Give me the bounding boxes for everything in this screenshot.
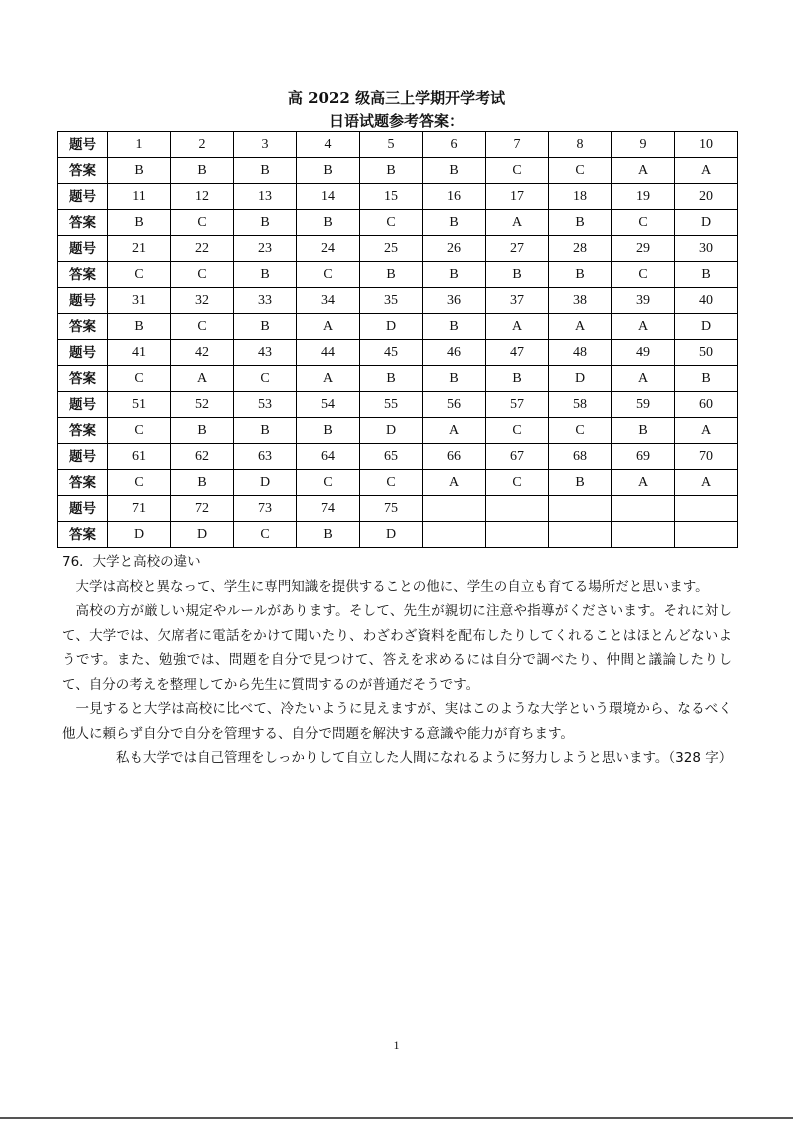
answer-cell: D	[360, 522, 423, 548]
answer-cell: A	[675, 470, 738, 496]
answer-label: 答案	[58, 262, 108, 288]
answer-cell: B	[108, 314, 171, 340]
answer-cell: B	[360, 158, 423, 184]
answer-row	[58, 366, 738, 392]
question-number-cell: 45	[360, 340, 423, 366]
answer-label: 答案	[58, 418, 108, 444]
answer-cell: C	[234, 522, 297, 548]
question-number-cell: 75	[360, 496, 423, 522]
essay-heading: 76．大学と高校の違い	[62, 554, 201, 570]
question-number-cell: 38	[549, 288, 612, 314]
question-number-cell: 47	[486, 340, 549, 366]
question-number-cell: 7	[486, 132, 549, 158]
question-number-cell	[423, 496, 486, 522]
answer-cell: B	[423, 158, 486, 184]
essay-paragraph: 高校の方が厳しい規定やルールがあります。そして、先生が親切に注意や指導がくださいます。それに対して、大学では、欠席者に電話をかけて聞いたり、わざわざ資料を配布したりしてくれることはほとんどないようです。また、勉強では、問題を自分で見つけて、答えを求めるには自分で調べたり、仲間と議論したりして、自分の考えを整理してから先生に質問するのが普通だそうです。	[62, 603, 732, 693]
answer-cell: C	[234, 366, 297, 392]
question-number-row	[58, 392, 738, 418]
question-number-cell: 1	[108, 132, 171, 158]
question-number-cell: 33	[234, 288, 297, 314]
answer-cell: B	[549, 262, 612, 288]
answer-cell: B	[297, 210, 360, 236]
answer-cell: A	[423, 470, 486, 496]
question-label: 题号	[58, 392, 108, 418]
answer-cell: D	[360, 418, 423, 444]
answer-cell: B	[360, 366, 423, 392]
question-number-cell: 68	[549, 444, 612, 470]
essay-paragraph: 一見すると大学は高校に比べて、冷たいように見えますが、実はこのような大学という環境から、なるべく他人に頼らず自分で自分を管理する、自分で問題を解決する意識や能力が育ちます。	[62, 701, 732, 742]
question-label: 题号	[58, 340, 108, 366]
answer-cell: B	[234, 210, 297, 236]
question-number-row	[58, 236, 738, 262]
question-number-cell: 53	[234, 392, 297, 418]
answer-cell: A	[549, 314, 612, 340]
answer-cell: C	[108, 366, 171, 392]
question-number-cell: 55	[360, 392, 423, 418]
answer-cell: B	[675, 366, 738, 392]
question-number-row	[58, 288, 738, 314]
answer-cell	[486, 522, 549, 548]
question-number-cell: 29	[612, 236, 675, 262]
question-number-cell: 32	[171, 288, 234, 314]
question-number-cell: 31	[108, 288, 171, 314]
answer-cell: B	[108, 158, 171, 184]
answer-label: 答案	[58, 158, 108, 184]
answer-cell: C	[171, 314, 234, 340]
question-number-cell: 15	[360, 184, 423, 210]
answer-row	[58, 470, 738, 496]
question-number-cell: 61	[108, 444, 171, 470]
question-number-cell: 22	[171, 236, 234, 262]
question-number-cell: 56	[423, 392, 486, 418]
answer-cell: B	[486, 366, 549, 392]
answer-cell: B	[234, 418, 297, 444]
answer-cell: B	[549, 210, 612, 236]
answer-cell: A	[612, 158, 675, 184]
question-number-cell: 65	[360, 444, 423, 470]
question-number-cell: 59	[612, 392, 675, 418]
answer-cell: C	[486, 470, 549, 496]
answer-cell: C	[612, 210, 675, 236]
question-number-cell: 16	[423, 184, 486, 210]
question-number-cell: 67	[486, 444, 549, 470]
answer-cell: A	[486, 314, 549, 340]
answer-cell: D	[675, 314, 738, 340]
question-number-cell: 74	[297, 496, 360, 522]
answer-cell: C	[108, 470, 171, 496]
answer-row	[58, 314, 738, 340]
question-number-cell: 60	[675, 392, 738, 418]
answer-row	[58, 158, 738, 184]
question-number-cell: 63	[234, 444, 297, 470]
answer-cell: B	[423, 210, 486, 236]
question-number-cell: 12	[171, 184, 234, 210]
essay-section	[62, 550, 732, 771]
question-number-cell: 73	[234, 496, 297, 522]
answer-label: 答案	[58, 470, 108, 496]
question-number-cell: 19	[612, 184, 675, 210]
question-number-row	[58, 340, 738, 366]
answer-label: 答案	[58, 210, 108, 236]
question-number-cell: 62	[171, 444, 234, 470]
answer-cell	[423, 522, 486, 548]
answer-cell: A	[612, 314, 675, 340]
question-number-cell: 9	[612, 132, 675, 158]
question-number-row	[58, 444, 738, 470]
question-number-cell: 40	[675, 288, 738, 314]
answer-cell: B	[612, 418, 675, 444]
question-number-cell: 2	[171, 132, 234, 158]
answer-row	[58, 210, 738, 236]
answer-cell	[549, 522, 612, 548]
answer-cell	[675, 522, 738, 548]
question-number-cell: 51	[108, 392, 171, 418]
answer-cell: B	[234, 262, 297, 288]
question-number-cell	[549, 496, 612, 522]
answer-cell: D	[234, 470, 297, 496]
question-number-cell: 27	[486, 236, 549, 262]
answer-row	[58, 262, 738, 288]
answer-cell: B	[171, 418, 234, 444]
essay-paragraph: 私も大学では自己管理をしっかりして自立した人間になれるように努力しようと思います。（328 字）	[116, 750, 733, 766]
answer-cell: A	[297, 314, 360, 340]
question-label: 题号	[58, 496, 108, 522]
question-number-cell: 57	[486, 392, 549, 418]
answer-cell: B	[171, 470, 234, 496]
essay-paragraph: 大学は高校と異なって、学生に専門知識を提供することの他に、学生の自立も育てる場所だと思います。	[75, 578, 709, 595]
answer-cell: B	[360, 262, 423, 288]
answer-cell: C	[486, 418, 549, 444]
answer-cell: B	[297, 522, 360, 548]
question-label: 题号	[58, 444, 108, 470]
answer-cell: B	[108, 210, 171, 236]
answer-row	[58, 522, 738, 548]
answer-cell: A	[675, 158, 738, 184]
question-number-cell: 5	[360, 132, 423, 158]
question-number-cell: 4	[297, 132, 360, 158]
answer-cell: C	[612, 262, 675, 288]
answer-label: 答案	[58, 366, 108, 392]
question-number-cell: 42	[171, 340, 234, 366]
question-number-cell: 49	[612, 340, 675, 366]
answer-cell: B	[675, 262, 738, 288]
answer-cell: C	[549, 158, 612, 184]
question-number-cell: 28	[549, 236, 612, 262]
answer-cell: D	[549, 366, 612, 392]
question-number-cell: 24	[297, 236, 360, 262]
question-number-cell: 18	[549, 184, 612, 210]
question-number-cell: 58	[549, 392, 612, 418]
question-number-cell: 37	[486, 288, 549, 314]
question-number-cell: 10	[675, 132, 738, 158]
question-number-cell: 52	[171, 392, 234, 418]
question-number-cell: 64	[297, 444, 360, 470]
question-number-cell: 72	[171, 496, 234, 522]
answer-cell: C	[297, 262, 360, 288]
answer-cell: B	[297, 158, 360, 184]
question-label: 题号	[58, 288, 108, 314]
question-number-cell: 35	[360, 288, 423, 314]
answer-cell: A	[171, 366, 234, 392]
question-number-cell: 50	[675, 340, 738, 366]
question-number-cell: 34	[297, 288, 360, 314]
question-label: 题号	[58, 236, 108, 262]
answer-cell: B	[171, 158, 234, 184]
question-number-cell: 41	[108, 340, 171, 366]
question-number-cell: 13	[234, 184, 297, 210]
question-number-cell: 69	[612, 444, 675, 470]
answer-cell	[612, 522, 675, 548]
question-number-cell: 26	[423, 236, 486, 262]
answer-cell: B	[423, 314, 486, 340]
question-number-cell	[675, 496, 738, 522]
answer-cell: B	[423, 262, 486, 288]
answer-cell: B	[234, 158, 297, 184]
answer-label: 答案	[58, 522, 108, 548]
answer-cell: A	[675, 418, 738, 444]
question-number-cell: 20	[675, 184, 738, 210]
question-number-cell: 11	[108, 184, 171, 210]
question-number-cell: 46	[423, 340, 486, 366]
question-number-cell: 30	[675, 236, 738, 262]
answer-cell: C	[108, 418, 171, 444]
question-number-cell: 54	[297, 392, 360, 418]
question-number-cell: 23	[234, 236, 297, 262]
answer-cell: C	[360, 470, 423, 496]
answer-cell: C	[108, 262, 171, 288]
answer-key-subtitle: 日语试题参考答案：	[328, 112, 464, 130]
answer-cell: A	[612, 470, 675, 496]
question-number-cell: 17	[486, 184, 549, 210]
page-number: 1	[393, 1038, 400, 1052]
answer-label: 答案	[58, 314, 108, 340]
answer-cell: D	[675, 210, 738, 236]
question-number-row	[58, 132, 738, 158]
question-number-cell: 66	[423, 444, 486, 470]
answer-cell: B	[549, 470, 612, 496]
question-label: 题号	[58, 132, 108, 158]
answer-cell: A	[297, 366, 360, 392]
answer-cell: C	[486, 158, 549, 184]
question-number-cell: 43	[234, 340, 297, 366]
question-number-cell: 3	[234, 132, 297, 158]
answer-cell: D	[108, 522, 171, 548]
question-number-cell: 71	[108, 496, 171, 522]
question-number-row	[58, 184, 738, 210]
answer-cell: C	[297, 470, 360, 496]
answer-cell: D	[360, 314, 423, 340]
answer-row	[58, 418, 738, 444]
answer-cell: B	[234, 314, 297, 340]
answer-cell: B	[297, 418, 360, 444]
answer-cell: B	[423, 366, 486, 392]
question-number-cell	[486, 496, 549, 522]
question-number-row	[58, 496, 738, 522]
question-number-cell: 25	[360, 236, 423, 262]
answer-cell: C	[360, 210, 423, 236]
answer-cell: C	[171, 262, 234, 288]
question-number-cell: 14	[297, 184, 360, 210]
answer-cell: B	[486, 262, 549, 288]
exam-title: 高 2022 级高三上学期开学考试	[287, 89, 506, 107]
question-number-cell	[612, 496, 675, 522]
answer-cell: C	[549, 418, 612, 444]
question-number-cell: 36	[423, 288, 486, 314]
question-label: 题号	[58, 184, 108, 210]
answer-table	[57, 131, 738, 548]
answer-cell: D	[171, 522, 234, 548]
question-number-cell: 8	[549, 132, 612, 158]
question-number-cell: 21	[108, 236, 171, 262]
question-number-cell: 6	[423, 132, 486, 158]
answer-cell: C	[171, 210, 234, 236]
answer-cell: A	[612, 366, 675, 392]
answer-cell: A	[486, 210, 549, 236]
question-number-cell: 39	[612, 288, 675, 314]
question-number-cell: 70	[675, 444, 738, 470]
answer-cell: A	[423, 418, 486, 444]
page-bottom-divider	[0, 1117, 793, 1119]
question-number-cell: 48	[549, 340, 612, 366]
question-number-cell: 44	[297, 340, 360, 366]
